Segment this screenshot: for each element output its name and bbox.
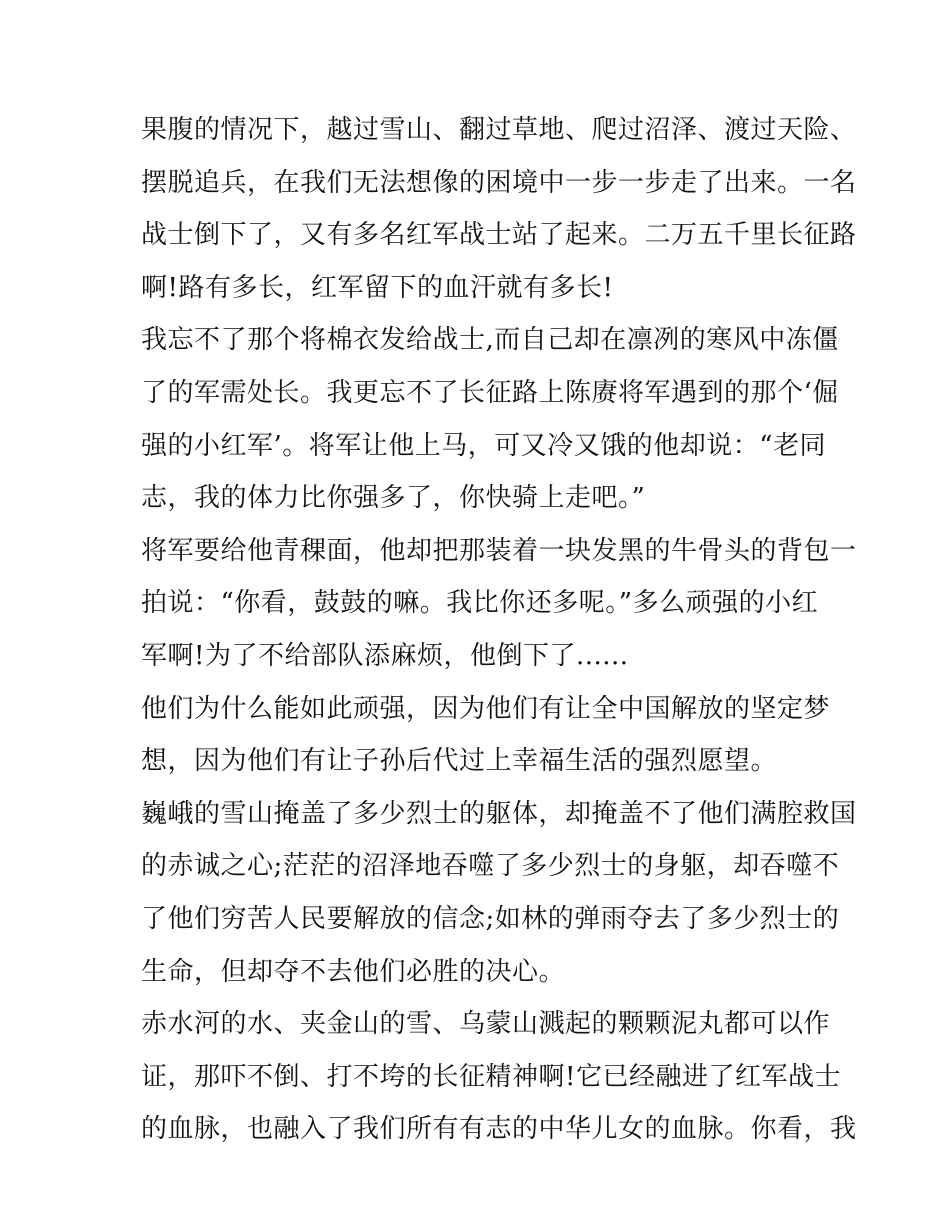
text-line: 他们为什么能如此顽强，因为他们有让全中国解放的坚定梦 (141, 693, 831, 724)
text-line: 战士倒下了，又有多名红军战士站了起来。二万五千里长征路 (141, 220, 857, 251)
text-line: 将军要给他青稞面，他却把那装着一块发黑的牛骨头的背包一 (141, 535, 857, 566)
text-line: 生命，但却夺不去他们必胜的决心。 (141, 956, 566, 987)
text-line: 证，那吓不倒、打不垮的长征精神啊!它已经融进了红军战士 (141, 1061, 841, 1092)
text-line: 的赤诚之心;茫茫的沼泽地吞噬了多少烈士的身躯，却吞噬不 (141, 851, 840, 882)
text-line: 巍峨的雪山掩盖了多少烈士的躯体，却掩盖不了他们满腔救国 (141, 798, 857, 829)
text-line: 志，我的体力比你强多了，你快骑上走吧。” (141, 483, 646, 514)
text-line: 军啊!为了不给部队添麻烦，他倒下了...... (141, 640, 629, 671)
text-line: 拍说：“你看，鼓鼓的嘛。我比你还多呢。”多么顽强的小红 (141, 588, 819, 619)
text-line: 了他们穷苦人民要解放的信念;如林的弹雨夺去了多少烈士的 (141, 903, 840, 934)
text-line: 了的军需处长。我更忘不了长征路上陈赓将军遇到的那个‘倔 (141, 377, 839, 408)
body-text (141, 104, 857, 1156)
text-line: 果腹的情况下，越过雪山、翻过草地、爬过沼泽、渡过天险、 (141, 115, 857, 145)
text-line: 的血脉，也融入了我们所有有志的中华儿女的血脉。你看，我 (141, 1114, 857, 1145)
text-line: 想，因为他们有让子孙后代过上幸福生活的强烈愿望。 (141, 746, 778, 777)
text-line: 摆脱追兵，在我们无法想像的困境中一步一步走了出来。一名 (141, 167, 857, 198)
text-line: 强的小红军’。将军让他上马，可又冷又饿的他却说：“老同 (141, 430, 827, 461)
text-line: 啊!路有多长，红军留下的血汗就有多长! (141, 272, 614, 303)
text-line: 赤水河的水、夹金山的雪、乌蒙山溅起的颗颗泥丸都可以作 (141, 1009, 831, 1040)
text-line: 我忘不了那个将棉衣发给战士,而自己却在凛冽的寒风中冻僵 (141, 325, 839, 356)
